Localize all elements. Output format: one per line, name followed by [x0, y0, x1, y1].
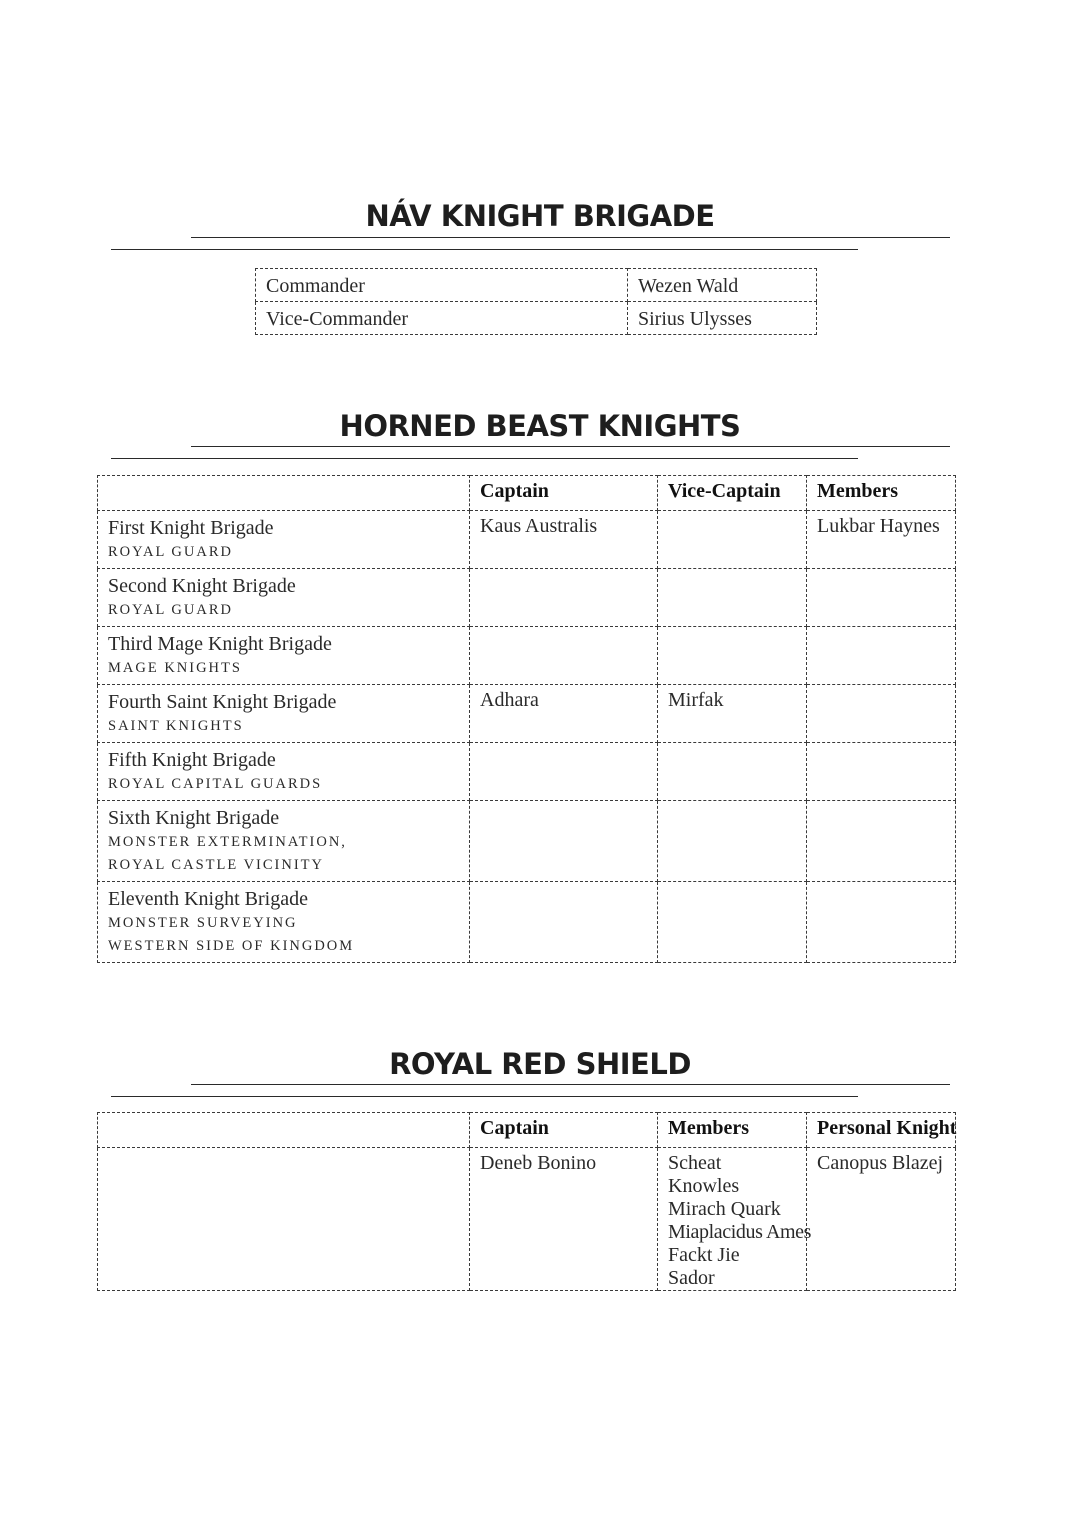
members-cell [658, 1148, 812, 1291]
member-name: Sador [668, 1267, 715, 1289]
captain-cell [470, 743, 658, 801]
brigade-name: Fifth Knight Brigade [108, 749, 276, 771]
brigade-name: Second Knight Brigade [108, 575, 296, 597]
vice-captain-cell [658, 569, 807, 627]
brigade-cell [98, 511, 470, 569]
vice-captain-cell [658, 882, 807, 963]
members-cell [807, 569, 956, 627]
nav-brigade-table [255, 268, 817, 335]
brigade-role: MAGE KNIGHTS [108, 660, 242, 676]
title-underline-lower [111, 249, 858, 250]
table-row [98, 511, 956, 569]
brigade-name: Fourth Saint Knight Brigade [108, 691, 337, 713]
table-row [98, 882, 956, 963]
vice-captain-cell [658, 743, 807, 801]
captain-cell [470, 801, 658, 882]
name-cell: Sirius Ulysses [628, 302, 817, 335]
members-cell [807, 627, 956, 685]
brigade-role: ROYAL GUARD [108, 544, 233, 560]
table-row [98, 569, 956, 627]
horned-beast-table [97, 475, 956, 963]
members-cell [807, 743, 956, 801]
title-underline-upper [191, 446, 950, 447]
vice-captain-cell [658, 511, 807, 569]
captain-cell: Deneb Bonino [470, 1148, 658, 1291]
brigade-area: WESTERN SIDE OF KINGDOM [108, 938, 355, 954]
captain-cell [470, 882, 658, 963]
brigade-role: MONSTER EXTERMINATION, [108, 834, 347, 850]
royal-red-shield-table [97, 1112, 956, 1291]
brigade-role: SAINT KNIGHTS [108, 718, 244, 734]
brigade-name: Third Mage Knight Brigade [108, 633, 332, 655]
title-underline-lower [111, 1096, 858, 1097]
blank-header-cell [98, 476, 470, 511]
vice-captain-cell [658, 801, 807, 882]
table-row [98, 627, 956, 685]
table-row [98, 1148, 956, 1291]
title-underline-upper [191, 1084, 950, 1085]
brigade-name: First Knight Brigade [108, 517, 274, 539]
table-header-row [98, 1113, 956, 1148]
table-row [98, 801, 956, 882]
member-name: Miaplacidus Ames [668, 1221, 812, 1243]
member-name: Fackt Jie [668, 1244, 740, 1266]
brigade-area: ROYAL CASTLE VICINITY [108, 857, 324, 873]
brigade-cell [98, 801, 470, 882]
vice-captain-header: Vice-Captain [658, 476, 807, 511]
brigade-cell [98, 685, 470, 743]
members-cell [807, 685, 956, 743]
section-title-royal-red-shield: ROYAL RED SHIELD [389, 1047, 691, 1081]
members-cell: Lukbar Haynes [807, 511, 956, 569]
captain-cell: Adhara [470, 685, 658, 743]
table-header-row [98, 476, 956, 511]
member-name: Scheat Knowles [668, 1152, 740, 1197]
brigade-role: MONSTER SURVEYING [108, 915, 298, 931]
members-header: Members [658, 1113, 807, 1148]
captain-header: Captain [470, 1113, 658, 1148]
name-cell: Wezen Wald [628, 269, 817, 302]
blank-cell [98, 1148, 470, 1291]
personal-knight-cell: Canopus Blazej [807, 1148, 956, 1291]
brigade-cell [98, 743, 470, 801]
role-cell: Vice-Commander [256, 302, 628, 335]
vice-captain-cell [658, 627, 807, 685]
brigade-name: Eleventh Knight Brigade [108, 888, 308, 910]
personal-knight-header: Personal Knight [807, 1113, 956, 1148]
role-cell: Commander [256, 269, 628, 302]
vice-captain-cell: Mirfak [658, 685, 807, 743]
section-title-horned-beast-knights: HORNED BEAST KNIGHTS [339, 409, 741, 443]
brigade-cell [98, 569, 470, 627]
captain-cell: Kaus Australis [470, 511, 658, 569]
members-cell [807, 801, 956, 882]
brigade-name: Sixth Knight Brigade [108, 807, 280, 829]
brigade-role: ROYAL GUARD [108, 602, 233, 618]
member-name: Mirach Quark [668, 1198, 781, 1220]
table-row [98, 743, 956, 801]
title-underline-upper [191, 237, 950, 238]
captain-cell [470, 627, 658, 685]
captain-cell [470, 569, 658, 627]
brigade-cell [98, 882, 470, 963]
table-row [256, 269, 817, 302]
members-header: Members [807, 476, 956, 511]
blank-header-cell [98, 1113, 470, 1148]
table-row [256, 302, 817, 335]
brigade-cell [98, 627, 470, 685]
title-underline-lower [111, 458, 858, 459]
brigade-role: ROYAL CAPITAL GUARDS [108, 776, 323, 792]
table-row [98, 685, 956, 743]
section-title-nav-knight-brigade: NÁV KNIGHT BRIGADE [365, 199, 715, 233]
members-cell [807, 882, 956, 963]
captain-header: Captain [470, 476, 658, 511]
